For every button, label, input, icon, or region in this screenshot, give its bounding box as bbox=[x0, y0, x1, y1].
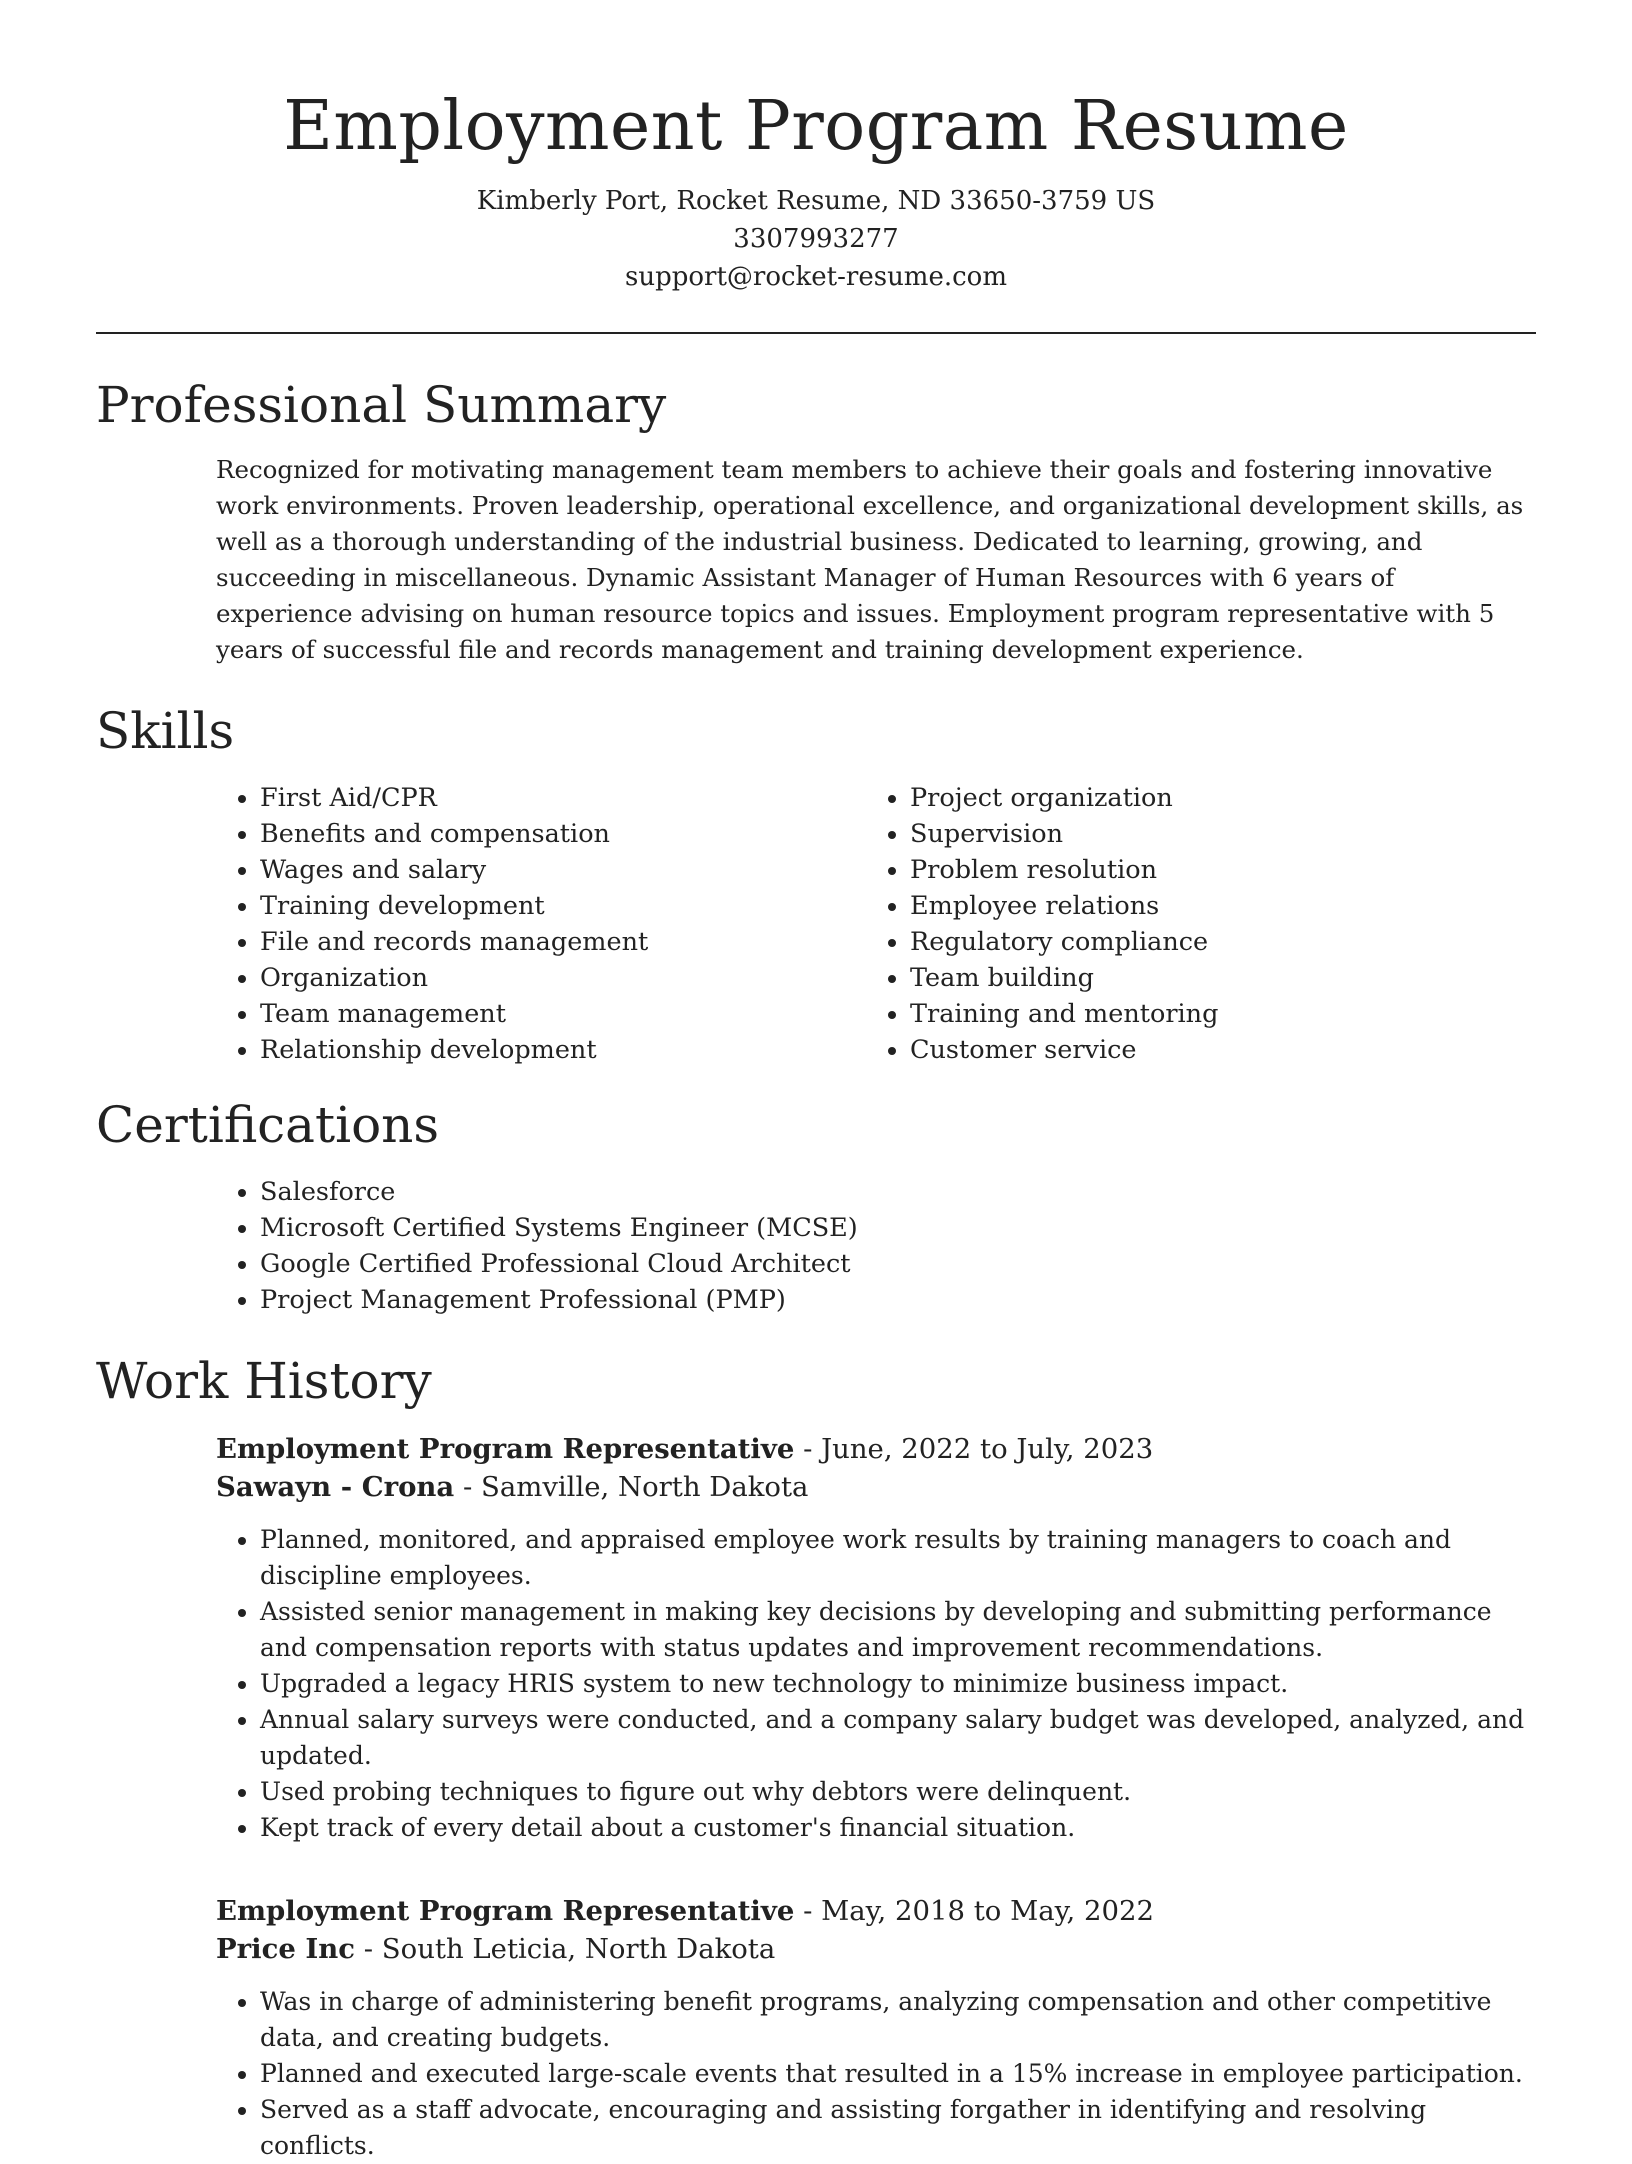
certification-item: • Project Management Professional (PMP) bbox=[260, 1282, 1536, 1318]
job-bullet: • Upgraded a legacy HRIS system to new technology to minimize business impact. bbox=[260, 1666, 1536, 1702]
certification-item: • Microsoft Certified Systems Engineer (MCSE) bbox=[260, 1210, 1536, 1246]
job-bullet: • Was in charge of administering benefit programs, analyzing compensation and other competitive data, and creating budgets. bbox=[260, 1984, 1536, 2056]
certification-item: • Salesforce bbox=[260, 1174, 1536, 1210]
certification-item: • Google Certified Professional Cloud Architect bbox=[260, 1246, 1536, 1282]
skill-item: • Organization bbox=[260, 960, 866, 996]
skill-item: • Training development bbox=[260, 888, 866, 924]
resume-name: Employment Program Resume bbox=[283, 87, 1349, 166]
job-company: Sawayn - Crona bbox=[216, 1471, 455, 1503]
job-title-line bbox=[216, 1892, 1536, 1930]
job-org-line bbox=[216, 1930, 1536, 1968]
job-org-line bbox=[216, 1468, 1536, 1506]
certifications-list bbox=[216, 1174, 1536, 1318]
contact-email: support@rocket-resume.com bbox=[624, 262, 1007, 292]
job-dates: - May, 2018 to May, 2022 bbox=[794, 1895, 1155, 1927]
skill-item: • Training and mentoring bbox=[910, 996, 1516, 1032]
work-history-section bbox=[96, 1346, 1536, 2164]
skill-item: • Project organization bbox=[910, 780, 1516, 816]
skills-columns bbox=[216, 780, 1536, 1068]
resume-header bbox=[96, 84, 1536, 334]
skill-item: • Relationship development bbox=[260, 1032, 866, 1068]
header-divider bbox=[96, 332, 1536, 334]
job-entry bbox=[216, 1430, 1536, 1846]
job-bullet: • Planned, monitored, and appraised employee work results by training managers to coach and discipline employees. bbox=[260, 1522, 1536, 1594]
job-bullet: • Kept track of every detail about a customer's financial situation. bbox=[260, 1810, 1536, 1846]
resume-page bbox=[96, 0, 1536, 2164]
job-bullet: • Assisted senior management in making key decisions by developing and submitting performance and compensation reports with status updates and improvement recommendations. bbox=[260, 1594, 1536, 1666]
summary-section bbox=[96, 370, 1536, 668]
skill-item: • Regulatory compliance bbox=[910, 924, 1516, 960]
skill-item: • File and records management bbox=[260, 924, 866, 960]
skill-item: • Team management bbox=[260, 996, 866, 1032]
skill-item: • Supervision bbox=[910, 816, 1516, 852]
summary-text: Recognized for motivating management team members to achieve their goals and fostering innovative work environments. Proven leadership, operational excellence, and organizational development skills, as well as a thorough understanding of the industrial business. Dedicated to learning, growing, and succeeding in miscellaneous. Dynamic Assistant Manager of Human Resources with 6 years of experience advising on human resource topics and issues. Employment program representative with 5 years of successful file and records management and training development experience. bbox=[216, 455, 1524, 664]
skill-item: • Benefits and compensation bbox=[260, 816, 866, 852]
skill-item: • Customer service bbox=[910, 1032, 1516, 1068]
job-bullet: • Used probing techniques to figure out why debtors were delinquent. bbox=[260, 1774, 1536, 1810]
contact-address: Kimberly Port, Rocket Resume, ND 33650-3759 US bbox=[476, 186, 1156, 216]
skills-heading: Skills bbox=[96, 702, 235, 760]
job-title-line bbox=[216, 1430, 1536, 1468]
contact-block bbox=[96, 182, 1536, 296]
job-bullet: • Annual salary surveys were conducted, and a company salary budget was developed, analyzed, and updated. bbox=[260, 1702, 1536, 1774]
skill-item: • Problem resolution bbox=[910, 852, 1516, 888]
job-bullet: • Planned and executed large-scale events that resulted in a 15% increase in employee participation. bbox=[260, 2056, 1536, 2092]
job-dates: - June, 2022 to July, 2023 bbox=[794, 1433, 1154, 1465]
job-location: - South Leticia, North Dakota bbox=[355, 1933, 776, 1965]
work-history-heading: Work History bbox=[96, 1352, 432, 1410]
job-bullets bbox=[216, 1984, 1536, 2164]
skill-item: • First Aid/CPR bbox=[260, 780, 866, 816]
job-entry bbox=[216, 1892, 1536, 2164]
skills-column-2 bbox=[866, 780, 1516, 1068]
skill-item: • Wages and salary bbox=[260, 852, 866, 888]
certifications-heading: Certifications bbox=[96, 1096, 440, 1154]
skills-section bbox=[96, 696, 1536, 1068]
job-company: Price Inc bbox=[216, 1933, 356, 1965]
job-title: Employment Program Representative bbox=[216, 1433, 795, 1465]
skill-item: • Team building bbox=[910, 960, 1516, 996]
skills-column-1 bbox=[216, 780, 866, 1068]
skill-item: • Employee relations bbox=[910, 888, 1516, 924]
job-location: - Samville, North Dakota bbox=[454, 1471, 809, 1503]
contact-phone: 3307993277 bbox=[733, 224, 899, 254]
job-bullets bbox=[216, 1522, 1536, 1846]
job-title: Employment Program Representative bbox=[216, 1895, 795, 1927]
certifications-section bbox=[96, 1090, 1536, 1318]
summary-heading: Professional Summary bbox=[96, 376, 667, 434]
job-bullet: • Served as a staff advocate, encouraging and assisting forgather in identifying and resolving conflicts. bbox=[260, 2092, 1536, 2164]
